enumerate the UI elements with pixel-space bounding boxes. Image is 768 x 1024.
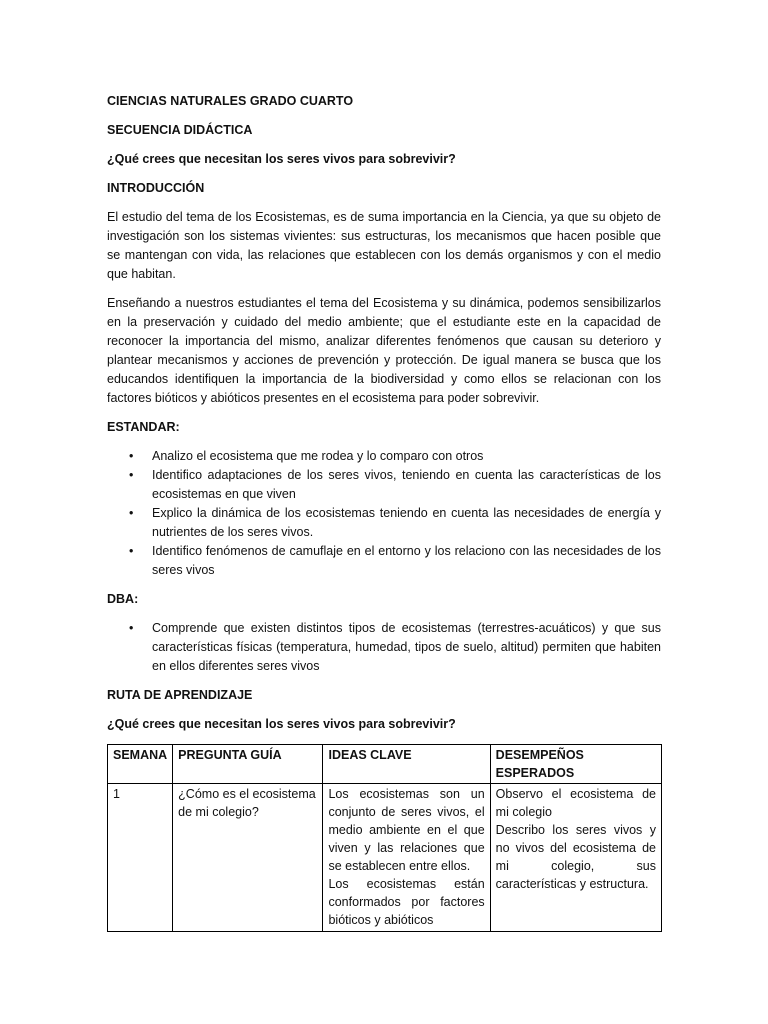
column-header-pregunta: PREGUNTA GUÍA xyxy=(173,745,323,784)
guiding-question: ¿Qué crees que necesitan los seres vivos para sobrevivir? xyxy=(107,152,456,166)
intro-heading: INTRODUCCIÓN xyxy=(107,181,205,195)
document-content xyxy=(107,92,661,932)
estandar-list xyxy=(107,447,661,580)
estandar-heading: ESTANDAR: xyxy=(107,420,180,434)
column-header-desempenos: DESEMPEÑOS ESPERADOS xyxy=(490,745,661,784)
ruta-heading: RUTA DE APRENDIZAJE xyxy=(107,688,253,702)
desempenos-text-1: Observo el ecosistema de mi colegio xyxy=(495,787,656,819)
document-subtitle: SECUENCIA DIDÁCTICA xyxy=(107,123,253,137)
list-item xyxy=(107,619,661,676)
list-item-text: Analizo el ecosistema que me rodea y lo comparo con otros xyxy=(152,449,484,463)
desempenos-text-2: Describo los seres vivos y no vivos del ecosistema de mi colegio, sus características y estructura. xyxy=(495,823,656,891)
column-header-ideas: IDEAS CLAVE xyxy=(323,745,490,784)
list-item-text: Identifico adaptaciones de los seres vivos, teniendo en cuenta las características de los ecosistemas en que viven xyxy=(152,468,661,501)
dba-heading: DBA: xyxy=(107,592,139,606)
bullet-icon: • xyxy=(129,621,134,635)
cell-pregunta: ¿Cómo es el ecosistema de mi colegio? xyxy=(173,784,323,932)
document-title: CIENCIAS NATURALES GRADO CUARTO xyxy=(107,94,354,108)
bullet-icon: • xyxy=(129,544,134,558)
learning-route-table xyxy=(107,744,662,932)
ruta-question: ¿Qué crees que necesitan los seres vivos para sobrevivir? xyxy=(107,717,456,731)
bullet-icon: • xyxy=(129,468,134,482)
table-header-row xyxy=(108,745,662,784)
cell-ideas xyxy=(323,784,490,932)
ideas-text-1: Los ecosistemas son un conjunto de seres vivos, el medio ambiente en el que viven y las relaciones que se establecen entre ellos. xyxy=(328,787,485,873)
table-row xyxy=(108,784,662,932)
cell-semana: 1 xyxy=(108,784,173,932)
list-item xyxy=(107,447,661,466)
dba-list xyxy=(107,619,661,676)
list-item xyxy=(107,542,661,580)
list-item-text: Comprende que existen distintos tipos de ecosistemas (terrestres-acuáticos) y que sus características físicas (temperatura, humedad, tipos de suelo, altitud) permiten que habiten en ellos diferentes seres vivos xyxy=(152,621,661,673)
list-item-text: Identifico fenómenos de camuflaje en el entorno y los relaciono con las necesidades de los seres vivos xyxy=(152,544,661,577)
list-item xyxy=(107,466,661,504)
intro-paragraph-1: El estudio del tema de los Ecosistemas, es de suma importancia en la Ciencia, ya que su objeto de investigación son los sistemas vivientes: sus estructuras, los mecanismos que hacen posible que se mantengan con vida, las relaciones que establecen con los demás organismos y con el medio que habitan. xyxy=(107,210,661,281)
list-item xyxy=(107,504,661,542)
bullet-icon: • xyxy=(129,506,134,520)
cell-desempenos xyxy=(490,784,661,932)
bullet-icon: • xyxy=(129,449,134,463)
column-header-semana: SEMANA xyxy=(108,745,173,784)
ideas-text-2: Los ecosistemas están conformados por factores bióticos y abióticos xyxy=(328,877,485,927)
intro-paragraph-2: Enseñando a nuestros estudiantes el tema del Ecosistema y su dinámica, podemos sensibilizarlos en la preservación y cuidado del medio ambiente; que el estudiante este en la capacidad de reconocer la importancia del mismo, analizar diferentes fenómenos que causan su deterioro y plantear mecanismos y acciones de prevención y protección. De igual manera se busca que los educandos identifiquen la importancia de la biodiversidad y como ellos se relacionan con los factores bióticos y abióticos presentes en el ecosistema para poder sobrevivir. xyxy=(107,296,661,405)
list-item-text: Explico la dinámica de los ecosistemas teniendo en cuenta las necesidades de energía y nutrientes de los seres vivos. xyxy=(152,506,661,539)
